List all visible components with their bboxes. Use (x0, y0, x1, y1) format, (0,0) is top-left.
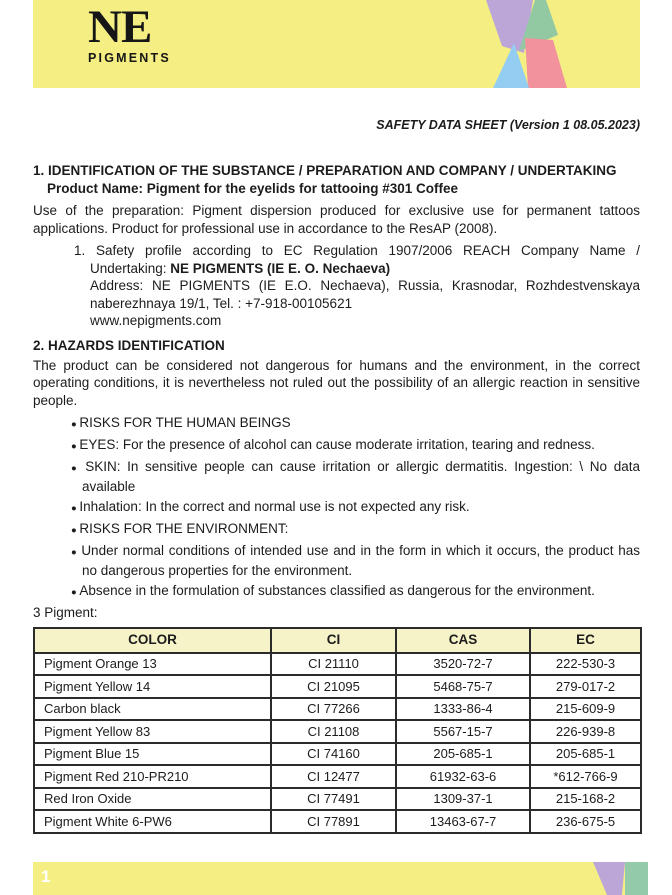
cell-ci: CI 21108 (271, 720, 396, 743)
logo-main-text: NE (88, 1, 152, 53)
table-row (34, 810, 641, 833)
section1-heading: 1. IDENTIFICATION OF THE SUBSTANCE / PREPARATION AND COMPANY / UNDERTAKING (33, 163, 617, 178)
cell-cas: 1309-37-1 (396, 788, 530, 811)
bullet-skin: ● SKIN: In sensitive people can cause irritation or allergic dermatitis. Ingestion: \ No data available (33, 458, 640, 496)
cell-color: Red Iron Oxide (34, 788, 271, 811)
product-name-line: Product Name: Pigment for the eyelids for tattooing #301 Coffee (47, 181, 459, 196)
footer-purple-shape (593, 862, 625, 895)
bullet-eyes: ● EYES: For the presence of alcohol can cause moderate irritation, tearing and redness. (33, 436, 640, 456)
cell-ci: CI 12477 (271, 765, 396, 788)
bullet-normal-conditions: ● Under normal conditions of intended use and in the form in which it occurs, the product has no dangerous properties for the environment. (33, 542, 640, 580)
cell-cas: 205-685-1 (396, 743, 530, 766)
col-header-cas: CAS (396, 628, 530, 653)
pigment-table (33, 627, 642, 834)
table-row (34, 675, 641, 698)
use-of-preparation-paragraph: Use of the preparation: Pigment dispersion produced for exclusive use for permanent tattoos applications. Product for professional use in accordance to the ResAP (2008). (33, 203, 640, 236)
cell-ci: CI 77266 (271, 698, 396, 721)
table-row (34, 743, 641, 766)
table-row (34, 788, 641, 811)
cell-ec: *612-766-9 (530, 765, 641, 788)
cell-ec: 279-017-2 (530, 675, 641, 698)
header-banner (33, 0, 640, 88)
cell-ci: CI 74160 (271, 743, 396, 766)
footer-green-shape (625, 862, 648, 895)
cell-ec: 205-685-1 (530, 743, 641, 766)
cell-ec: 215-168-2 (530, 788, 641, 811)
footer-decor-shapes (578, 862, 648, 895)
logo-sub-text: PIGMENTS (88, 51, 171, 65)
safety-profile-text: Safety profile according to EC Regulation 1907/2006 REACH Company Name / Undertaking: (90, 243, 640, 276)
safety-profile-list-item (33, 242, 640, 330)
bullet-risks-human: ● RISKS FOR THE HUMAN BEINGS (33, 414, 640, 434)
company-name-bold: NE PIGMENTS (IE E. O. Nechaeva) (170, 260, 391, 276)
cell-cas: 1333-86-4 (396, 698, 530, 721)
pigment-count-line: 3 Pigment: (33, 605, 98, 620)
cell-color: Pigment Yellow 83 (34, 720, 271, 743)
cell-color: Pigment White 6-PW6 (34, 810, 271, 833)
cell-color: Pigment Orange 13 (34, 653, 271, 676)
table-row (34, 720, 641, 743)
company-website: www.nepigments.com (90, 313, 222, 328)
cell-ec: 226-939-8 (530, 720, 641, 743)
table-row (34, 653, 641, 676)
table-header-row (34, 628, 641, 653)
cell-color: Pigment Blue 15 (34, 743, 271, 766)
cell-ci: CI 77891 (271, 810, 396, 833)
bullet-inhalation: ● Inhalation: In the correct and normal use is not expected any risk. (33, 498, 640, 518)
list-number: 1. (74, 243, 86, 258)
cell-ec: 236-675-5 (530, 810, 641, 833)
hazards-intro-paragraph: The product can be considered not dangerous for humans and the environment, in the correct operating conditions, it is nevertheless not ruled out the possibility of an allergic reaction in sensitive people. (33, 357, 640, 408)
doc-title-line: SAFETY DATA SHEET (Version 1 08.05.2023) (376, 118, 640, 132)
cell-ec: 222-530-3 (530, 653, 641, 676)
document-content (33, 88, 640, 834)
cell-color: Pigment Yellow 14 (34, 675, 271, 698)
cell-ec: 215-609-9 (530, 698, 641, 721)
cell-cas: 5567-15-7 (396, 720, 530, 743)
cell-ci: CI 21095 (271, 675, 396, 698)
cell-cas: 3520-72-7 (396, 653, 530, 676)
table-row (34, 765, 641, 788)
table-row (34, 698, 641, 721)
decor-pink-shape (525, 38, 567, 88)
section2-heading: 2. HAZARDS IDENTIFICATION (33, 337, 225, 353)
cell-color: Pigment Red 210-PR210 (34, 765, 271, 788)
col-header-ci: CI (271, 628, 396, 653)
cell-cas: 61932-63-6 (396, 765, 530, 788)
company-address: Address: NE PIGMENTS (IE E.O. Nechaeva), Russia, Krasnodar, Rozhdestvenskaya naberezhnaya 19/1, Tel. : +7-918-00105621 (90, 278, 640, 311)
cell-ci: CI 77491 (271, 788, 396, 811)
cell-cas: 5468-75-7 (396, 675, 530, 698)
footer-banner (33, 862, 648, 895)
cell-ci: CI 21110 (271, 653, 396, 676)
cell-color: Carbon black (34, 698, 271, 721)
cell-cas: 13463-67-7 (396, 810, 530, 833)
company-logo (88, 1, 171, 65)
col-header-ec: EC (530, 628, 641, 653)
page-number: 1 (41, 867, 51, 886)
bullet-risks-environment: ● RISKS FOR THE ENVIRONMENT: (33, 520, 640, 540)
bullet-absence: ● Absence in the formulation of substances classified as dangerous for the environment. (33, 582, 640, 602)
hazards-bullet-list (33, 414, 640, 602)
banner-decor-shapes (473, 0, 593, 88)
col-header-color: COLOR (34, 628, 271, 653)
